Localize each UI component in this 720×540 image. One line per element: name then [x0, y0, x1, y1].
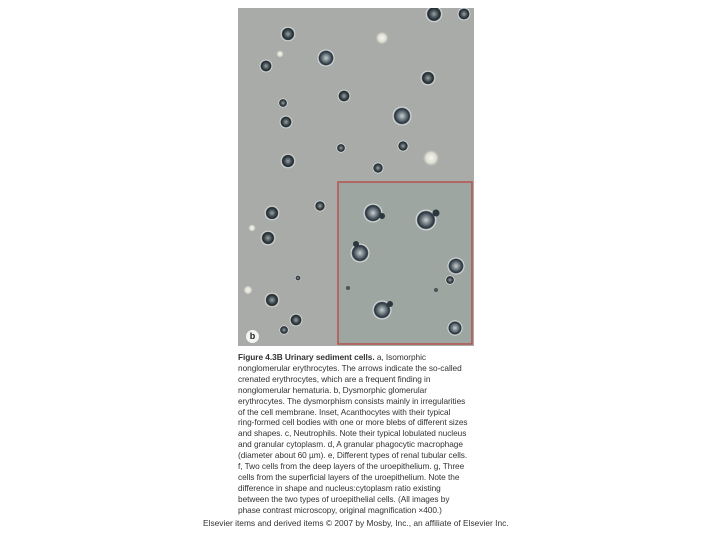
caption-line: cells from the superficial layers of the uroepithelium. Note the — [238, 471, 460, 482]
caption-line: nonglomerular hematuria. b, Dysmorphic glomerular — [238, 384, 427, 395]
caption-line: ring-formed cell bodies with one or more blebs of different sizes — [238, 417, 468, 428]
caption-first-line-rest: a, Isomorphic — [374, 352, 427, 362]
caption-line: erythrocytes. The dysmorphism consists mainly in irregularities — [238, 395, 466, 406]
caption-line: between the two types of uroepithelial cells. (All images by — [238, 493, 450, 504]
figure-caption — [238, 352, 500, 516]
caption-line: of the cell membrane. Inset, Acanthocytes with their typical — [238, 406, 451, 417]
caption-line: and shapes. c, Neutrophils. Note their typical lobulated nucleus — [238, 428, 467, 439]
caption-line: phase contrast microscopy, original magnification ×400.) — [238, 504, 442, 515]
copyright-credit: Elsevier items and derived items © 2007 by Mosby, Inc., an affiliate of Elsevier Inc. — [203, 518, 509, 528]
caption-line: (diameter about 60 µm). e, Different types of renal tubular cells. — [238, 450, 468, 461]
caption-line: crenated erythrocytes, which are a frequent finding in — [238, 373, 431, 384]
caption-line: difference in shape and nucleus:cytoplasm ratio existing — [238, 482, 441, 493]
caption-title: Figure 4.3B Urinary sediment cells. — [238, 352, 375, 362]
caption-line: nonglomerular erythrocytes. The arrows indicate the so-called — [238, 362, 462, 373]
caption-line: f, Two cells from the deep layers of the uroepithelium. g, Three — [238, 461, 465, 472]
micrograph-image — [238, 8, 474, 346]
panel-label: b — [246, 330, 259, 343]
micrograph-cells — [238, 8, 474, 346]
caption-line: and granular cytoplasm. d, A granular phagocytic macrophage — [238, 439, 463, 450]
caption-line-1 — [238, 352, 500, 363]
